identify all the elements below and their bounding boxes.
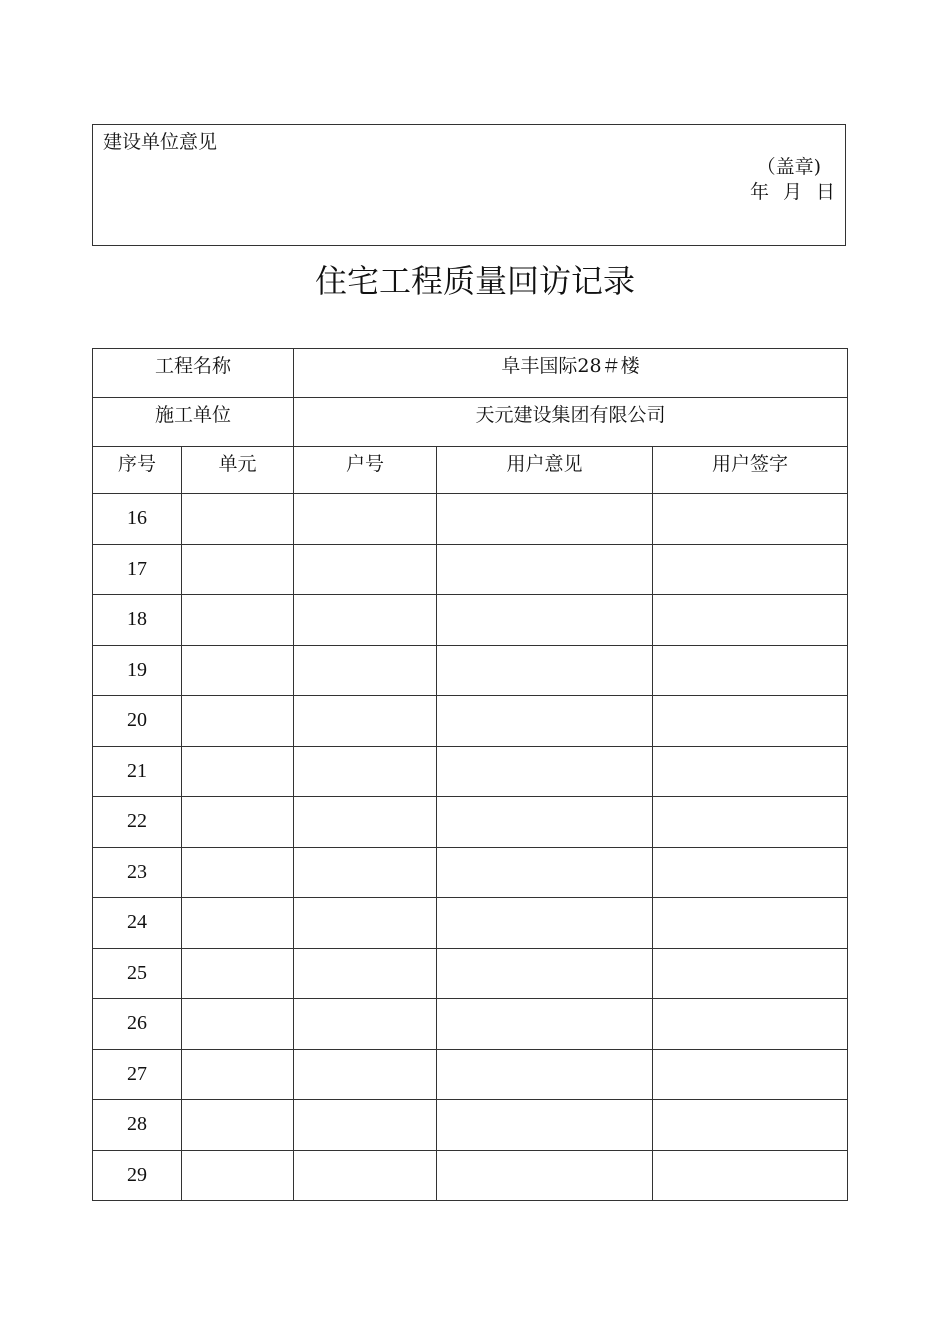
row-no: 21 [93,746,182,797]
room-cell[interactable] [294,645,437,696]
date-month: 月 [782,181,802,203]
room-cell[interactable] [294,999,437,1050]
table-row [93,696,848,747]
row-no: 19 [93,645,182,696]
opinion-cell[interactable] [437,797,653,848]
unit-cell[interactable] [182,494,294,545]
table-row [93,797,848,848]
room-cell[interactable] [294,898,437,949]
row-no: 17 [93,544,182,595]
signature-cell[interactable] [653,544,848,595]
unit-cell[interactable] [182,797,294,848]
project-name-row [93,349,848,398]
opinion-cell[interactable] [437,746,653,797]
table-row [93,746,848,797]
opinion-cell[interactable] [437,948,653,999]
table-row [93,847,848,898]
table-row [93,494,848,545]
table-header-row [93,447,848,494]
unit-cell[interactable] [182,645,294,696]
row-no: 24 [93,898,182,949]
signature-cell[interactable] [653,797,848,848]
signature-cell[interactable] [653,1049,848,1100]
signature-cell[interactable] [653,645,848,696]
header-opinion: 用户意见 [437,447,653,494]
page-title: 住宅工程质量回访记录 [314,262,635,300]
unit-cell[interactable] [182,1150,294,1201]
opinion-cell[interactable] [437,1049,653,1100]
table-row [93,645,848,696]
unit-cell[interactable] [182,595,294,646]
unit-cell[interactable] [182,847,294,898]
header-unit: 单元 [182,447,294,494]
row-no: 29 [93,1150,182,1201]
contractor-label: 施工单位 [93,398,294,447]
header-signature: 用户签字 [653,447,848,494]
row-no: 27 [93,1049,182,1100]
unit-cell[interactable] [182,948,294,999]
table-row [93,898,848,949]
signature-cell[interactable] [653,898,848,949]
row-no: 23 [93,847,182,898]
row-no: 20 [93,696,182,747]
table-row [93,999,848,1050]
room-cell[interactable] [294,1150,437,1201]
unit-cell[interactable] [182,1049,294,1100]
room-cell[interactable] [294,494,437,545]
row-no: 28 [93,1100,182,1151]
unit-cell[interactable] [182,696,294,747]
contractor-row [93,398,848,447]
unit-cell[interactable] [182,746,294,797]
signature-cell[interactable] [653,595,848,646]
room-cell[interactable] [294,544,437,595]
signature-cell[interactable] [653,494,848,545]
signature-cell[interactable] [653,746,848,797]
unit-cell[interactable] [182,898,294,949]
opinion-cell[interactable] [437,696,653,747]
opinion-cell[interactable] [437,1100,653,1151]
room-cell[interactable] [294,696,437,747]
row-no: 26 [93,999,182,1050]
room-cell[interactable] [294,1049,437,1100]
opinion-cell[interactable] [437,595,653,646]
signature-cell[interactable] [653,847,848,898]
date-day: 日 [815,181,835,203]
room-cell[interactable] [294,847,437,898]
signature-cell[interactable] [653,1150,848,1201]
signature-cell[interactable] [653,948,848,999]
signature-cell[interactable] [653,696,848,747]
visit-record-table [92,348,848,1201]
seal-text: （盖章) [756,156,821,178]
table-row [93,1150,848,1201]
row-no: 16 [93,494,182,545]
contractor-value: 天元建设集团有限公司 [294,398,848,447]
opinion-cell[interactable] [437,494,653,545]
opinion-cell[interactable] [437,999,653,1050]
table-row [93,1100,848,1151]
room-cell[interactable] [294,1100,437,1151]
room-cell[interactable] [294,948,437,999]
header-no: 序号 [93,447,182,494]
opinion-cell[interactable] [437,1150,653,1201]
signature-cell[interactable] [653,999,848,1050]
date-year: 年 [749,181,769,203]
table-row [93,595,848,646]
project-name-label: 工程名称 [93,349,294,398]
owner-opinion-label: 建设单位意见 [103,131,218,153]
room-cell[interactable] [294,797,437,848]
row-no: 25 [93,948,182,999]
room-cell[interactable] [294,595,437,646]
row-no: 22 [93,797,182,848]
opinion-cell[interactable] [437,645,653,696]
table-row [93,544,848,595]
unit-cell[interactable] [182,1100,294,1151]
row-no: 18 [93,595,182,646]
project-name-value: 阜丰国际28＃楼 [294,349,848,398]
table-row [93,1049,848,1100]
opinion-cell[interactable] [437,847,653,898]
room-cell[interactable] [294,746,437,797]
header-room: 户号 [294,447,437,494]
unit-cell[interactable] [182,544,294,595]
owner-opinion-box [92,124,846,246]
signature-cell[interactable] [653,1100,848,1151]
date-line [736,177,835,204]
table-row [93,948,848,999]
opinion-cell[interactable] [437,898,653,949]
unit-cell[interactable] [182,999,294,1050]
opinion-cell[interactable] [437,544,653,595]
